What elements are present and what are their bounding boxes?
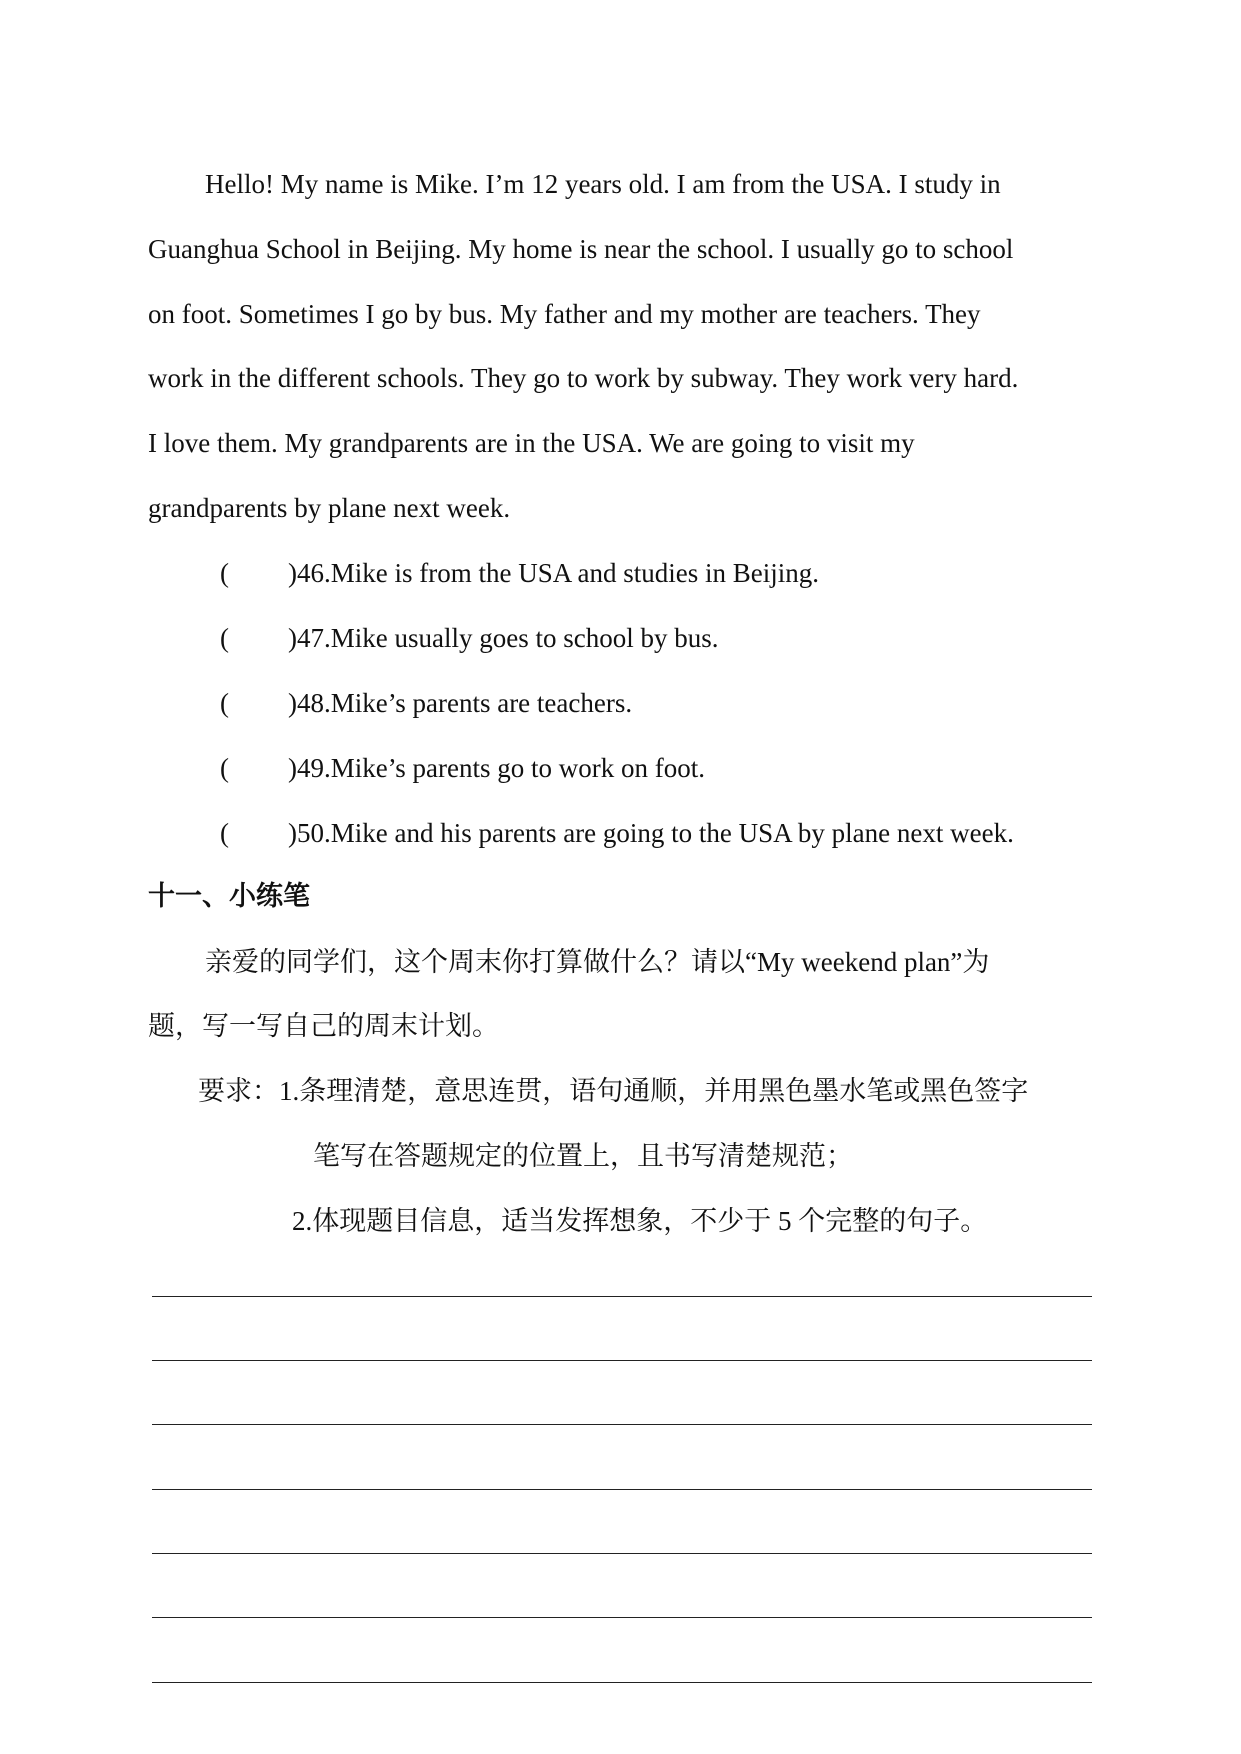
answer-line-6[interactable] [152,1617,1092,1618]
answer-line-5[interactable] [152,1553,1092,1554]
passage-line-3: on foot. Sometimes I go by bus. My father and my mother are teachers. They [148,299,981,329]
requirement-line-2: 笔写在答题规定的位置上，且书写清楚规范； [313,1141,853,1171]
answer-line-1[interactable] [152,1296,1092,1297]
question-46 [220,556,819,590]
question-47 [220,621,718,655]
answer-blank-47[interactable]: ( [220,623,229,653]
requirement-line-1: 要求：1.条理清楚，意思连贯，语句通顺，并用黑色墨水笔或黑色签字 [198,1076,1029,1106]
question-text-48: )48.Mike’s parents are teachers. [288,688,633,718]
writing-prompt-line-1: 亲爱的同学们，这个周末你打算做什么？请以“My weekend plan”为 [205,947,990,977]
answer-blank-49[interactable]: ( [220,753,229,783]
requirement-line-3: 2.体现题目信息，适当发挥想象，不少于 5 个完整的句子。 [292,1206,988,1236]
writing-prompt-line-2: 题，写一写自己的周末计划。 [148,1011,499,1041]
question-49 [220,751,705,785]
answer-blank-46[interactable]: ( [220,558,229,588]
answer-line-7[interactable] [152,1682,1092,1683]
passage-line-5: I love them. My grandparents are in the USA. We are going to visit my [148,428,915,458]
answer-line-3[interactable] [152,1424,1092,1425]
answer-blank-48[interactable]: ( [220,688,229,718]
passage-line-1: Hello! My name is Mike. I’m 12 years old. I am from the USA. I study in [205,169,1001,199]
question-50 [220,816,1014,850]
question-text-50: )50.Mike and his parents are going to the USA by plane next week. [288,818,1014,848]
passage-line-2: Guanghua School in Beijing. My home is near the school. I usually go to school [148,234,1014,264]
answer-line-2[interactable] [152,1360,1092,1361]
passage-line-6: grandparents by plane next week. [148,493,511,523]
question-text-47: )47.Mike usually goes to school by bus. [288,623,719,653]
passage-line-4: work in the different schools. They go to work by subway. They work very hard. [148,363,1019,393]
answer-blank-50[interactable]: ( [220,818,229,848]
question-text-46: )46.Mike is from the USA and studies in Beijing. [288,558,819,588]
question-text-49: )49.Mike’s parents go to work on foot. [288,753,705,783]
answer-line-4[interactable] [152,1489,1092,1490]
question-48 [220,686,632,720]
section-title: 十一、小练笔 [148,881,310,912]
